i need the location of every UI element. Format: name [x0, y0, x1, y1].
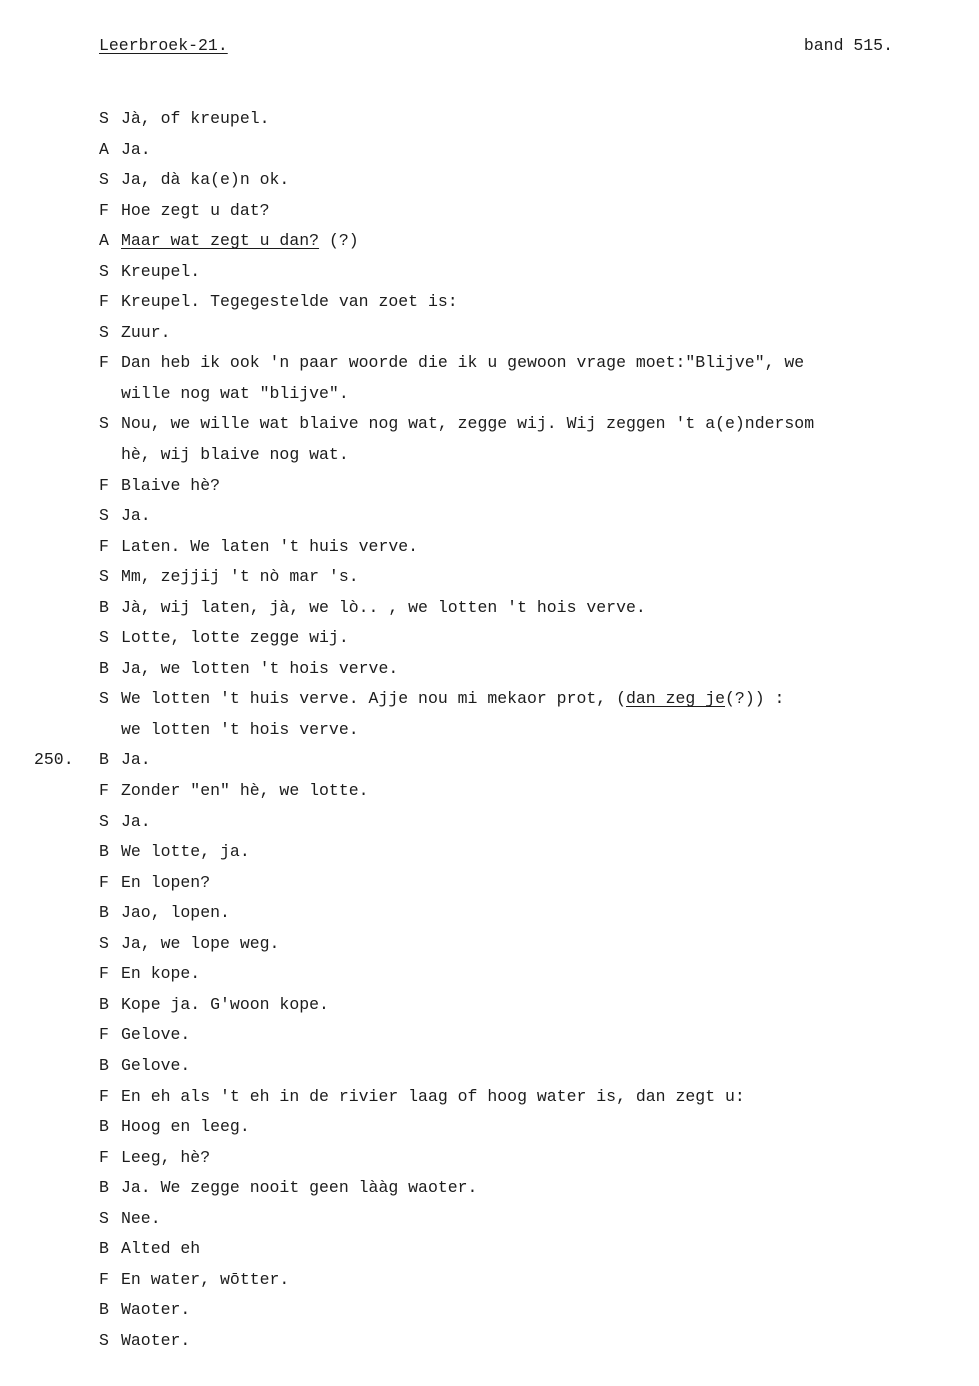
utterance-text: We lotten 't huis verve. Ajje nou mi mekaor prot, (dan zeg je(?)) : — [121, 689, 785, 709]
transcript-line — [0, 1020, 979, 1051]
utterance-text: Kreupel. — [121, 261, 201, 281]
speaker-label: B — [99, 597, 109, 617]
utterance-text: We lotte, ja. — [121, 842, 250, 862]
speaker-label: S — [99, 506, 109, 526]
utterance-text: Leeg, hè? — [121, 1147, 211, 1167]
utterance-text: hè, wij blaive nog wat. — [121, 445, 349, 465]
speaker-label: F — [99, 1269, 109, 1289]
transcript-line — [0, 1143, 979, 1174]
speaker-label: B — [99, 842, 109, 862]
utterance-text: Ja, we lope weg. — [121, 933, 280, 953]
utterance-text: En lopen? — [121, 872, 211, 892]
speaker-label: F — [99, 872, 109, 892]
transcript-line — [0, 1204, 979, 1235]
utterance-text: Jà, of kreupel. — [121, 109, 270, 128]
utterance-text: Waoter. — [121, 1330, 191, 1350]
transcript-line — [0, 257, 979, 288]
transcript-line — [0, 1326, 979, 1357]
speaker-label: F — [99, 475, 109, 495]
transcript-line — [0, 1051, 979, 1082]
utterance-text: Jà, wij laten, jà, we lò.. , we lotten 't hois verve. — [121, 597, 646, 617]
transcript-line — [0, 196, 979, 227]
utterance-text: Lotte, lotte zegge wij. — [121, 628, 349, 648]
speaker-label: F — [99, 353, 109, 373]
utterance-text: Kope ja. G'woon kope. — [121, 994, 329, 1014]
transcript-line — [0, 1112, 979, 1143]
band-number: band 515. — [803, 36, 893, 55]
speaker-label: B — [99, 1055, 109, 1075]
transcript-line — [0, 1173, 979, 1204]
utterance-text: Waoter. — [121, 1300, 191, 1320]
transcript-line — [0, 1234, 979, 1265]
utterance-text: Jao, lopen. — [121, 903, 230, 923]
transcript-line — [0, 776, 979, 807]
speaker-label: A — [99, 139, 109, 159]
transcript-line — [0, 226, 979, 257]
transcript-line — [0, 409, 979, 440]
speaker-label: F — [99, 536, 109, 556]
transcript-line — [0, 562, 979, 593]
transcript-line — [0, 379, 979, 410]
utterance-text: Hoog en leeg. — [121, 1117, 250, 1137]
transcript-line — [0, 348, 979, 379]
utterance-text: Mm, zejjij 't nò mar 's. — [121, 567, 359, 587]
underlined-text: Maar wat zegt u dan? — [121, 231, 320, 251]
speaker-label: S — [99, 628, 109, 648]
transcript-line — [0, 165, 979, 196]
utterance-text: Alted eh — [121, 1239, 201, 1259]
underlined-text: dan zeg je — [625, 689, 726, 709]
transcript-line — [0, 654, 979, 685]
speaker-label: F — [99, 200, 109, 220]
utterance-text: Ja. — [121, 139, 151, 159]
speaker-label: S — [99, 811, 109, 831]
speaker-label: F — [99, 292, 109, 312]
transcript-line — [0, 440, 979, 471]
speaker-label: S — [99, 170, 109, 190]
transcript-line — [0, 929, 979, 960]
transcript-line — [0, 318, 979, 349]
page-header — [99, 36, 893, 60]
speaker-label: F — [99, 1147, 109, 1167]
speaker-label: F — [99, 964, 109, 984]
utterance-text: Ja. — [121, 506, 151, 526]
utterance-text: Ja, dà ka(e)n ok. — [121, 170, 290, 190]
speaker-label: F — [99, 781, 109, 801]
speaker-label: S — [99, 1208, 109, 1228]
utterance-text: En water, wōtter. — [121, 1269, 290, 1289]
utterance-text: Ja. — [121, 750, 151, 770]
transcript-line — [0, 1265, 979, 1296]
utterance-text: Laten. We laten 't huis verve. — [121, 536, 419, 556]
transcript-line — [0, 959, 979, 990]
speaker-label: S — [99, 322, 109, 342]
speaker-label: B — [99, 903, 109, 923]
transcript-line — [0, 715, 979, 746]
speaker-label: A — [99, 231, 109, 251]
utterance-text: Hoe zegt u dat? — [121, 200, 270, 220]
utterance-text: Zonder "en" hè, we lotte. — [121, 781, 369, 801]
transcript-line — [0, 807, 979, 838]
transcript-line — [0, 1082, 979, 1113]
transcript-line — [0, 532, 979, 563]
utterance-text: wille nog wat "blijve". — [121, 383, 349, 403]
utterance-text: Blaive hè? — [121, 475, 221, 495]
utterance-text: Nee. — [121, 1208, 161, 1228]
utterance-text: Maar wat zegt u dan? (?) — [121, 231, 359, 251]
transcript-line — [0, 593, 979, 624]
utterance-text: Ja. We zegge nooit geen lààg waoter. — [121, 1178, 478, 1198]
speaker-label: B — [99, 1178, 109, 1198]
utterance-text: Ja. — [121, 811, 151, 831]
transcript — [0, 104, 979, 1356]
speaker-label: F — [99, 1086, 109, 1106]
transcript-line — [0, 990, 979, 1021]
speaker-label: S — [99, 414, 109, 434]
speaker-label: S — [99, 261, 109, 281]
transcript-line — [0, 287, 979, 318]
transcript-line — [0, 471, 979, 502]
speaker-label: F — [99, 1025, 109, 1045]
utterance-text: En eh als 't eh in de rivier laag of hoog water is, dan zegt u: — [121, 1086, 745, 1106]
utterance-text: Nou, we wille wat blaive nog wat, zegge wij. Wij zeggen 't a(e)ndersom — [121, 414, 815, 434]
utterance-text: Kreupel. Tegegestelde van zoet is: — [121, 292, 458, 312]
utterance-text: Zuur. — [121, 322, 171, 342]
transcript-line — [0, 104, 979, 135]
transcript-line — [0, 1295, 979, 1326]
transcript-line — [0, 684, 979, 715]
speaker-label: S — [99, 109, 109, 128]
utterance-text: Gelove. — [121, 1055, 191, 1075]
speaker-label: B — [99, 994, 109, 1014]
line-number: 250. — [34, 750, 74, 770]
speaker-label: B — [99, 658, 109, 678]
speaker-label: S — [99, 933, 109, 953]
speaker-label: B — [99, 750, 109, 770]
speaker-label: S — [99, 567, 109, 587]
transcript-line — [0, 501, 979, 532]
transcript-line — [0, 868, 979, 899]
utterance-text: we lotten 't hois verve. — [121, 719, 359, 739]
transcript-line — [0, 898, 979, 929]
speaker-label: B — [99, 1117, 109, 1137]
transcript-line — [0, 135, 979, 166]
utterance-text: Dan heb ik ook 'n paar woorde die ik u gewoon vrage moet:"Blijve", we — [121, 353, 805, 373]
utterance-text: Ja, we lotten 't hois verve. — [121, 658, 399, 678]
transcript-line — [0, 623, 979, 654]
speaker-label: S — [99, 1330, 109, 1350]
transcript-line — [0, 745, 979, 776]
utterance-text: Gelove. — [121, 1025, 191, 1045]
speaker-label: S — [99, 689, 109, 709]
speaker-label: B — [99, 1300, 109, 1320]
transcript-line — [0, 837, 979, 868]
utterance-text: En kope. — [121, 964, 201, 984]
speaker-label: B — [99, 1239, 109, 1259]
page-title: Leerbroek-21. — [99, 36, 228, 55]
